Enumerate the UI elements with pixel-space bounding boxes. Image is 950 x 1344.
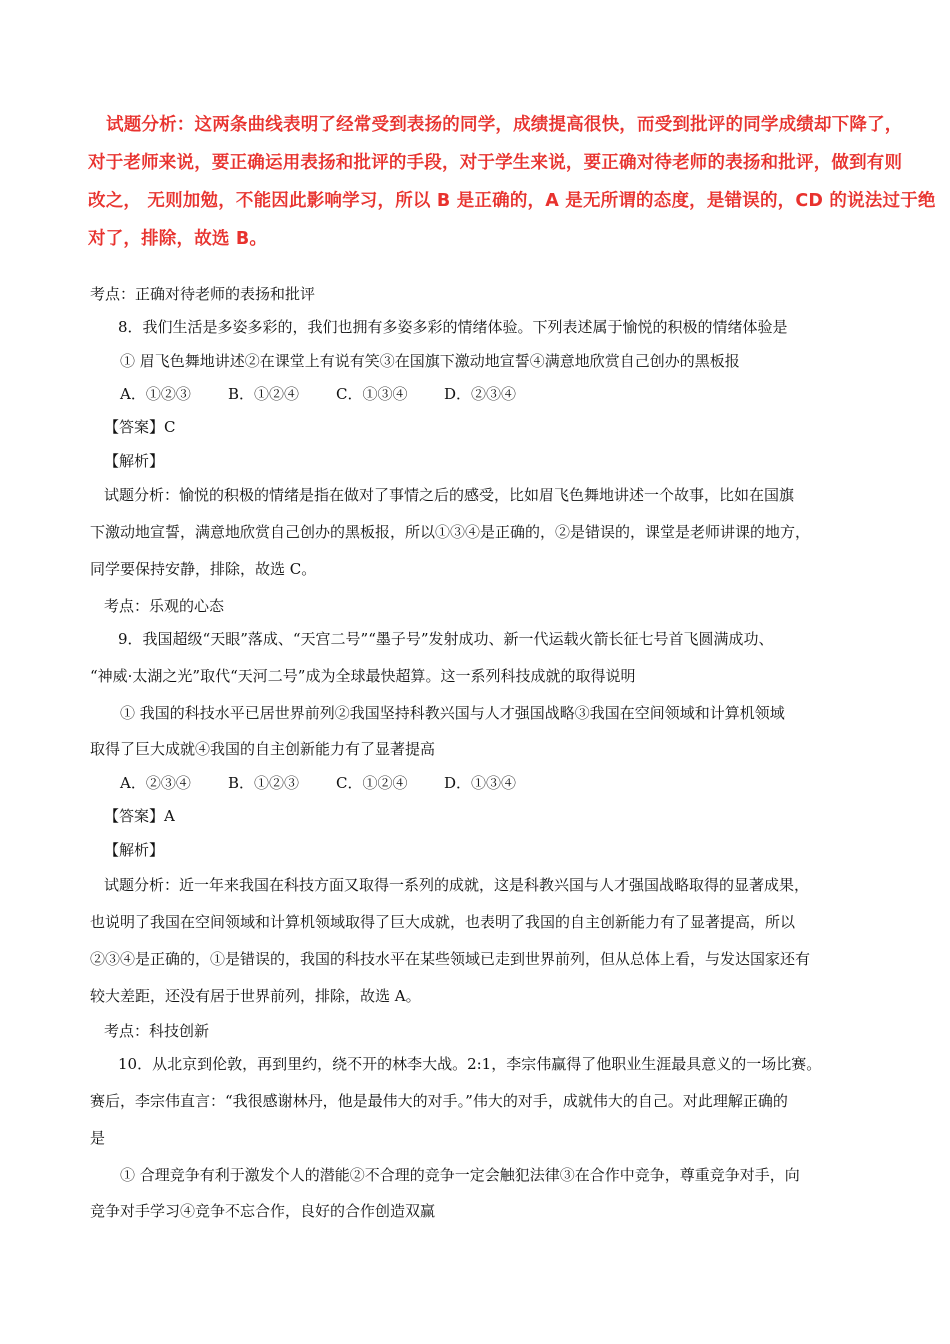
question-10-items: ① 合理竞争有利于激发个人的潜能②不合理的竞争一定会触犯法律③在合作中竞争，尊重竞争对手，向 bbox=[120, 1166, 800, 1184]
answer-label: 【答案】C bbox=[104, 418, 176, 436]
q8-analysis-line: 试题分析：愉悦的积极的情绪是指在做对了事情之后的感受，比如眉飞色舞地讲述一个故事，比如在国旗 bbox=[104, 486, 795, 504]
kaodian-label: 考点：乐观的心态 bbox=[104, 597, 225, 615]
kaodian-label: 考点：正确对待老师的表扬和批评 bbox=[90, 285, 316, 303]
q9-analysis-line: 较大差距，还没有居于世界前列，排除，故选 A。 bbox=[90, 987, 421, 1005]
option-a: A．②③④ bbox=[120, 774, 191, 792]
analysis-line: 对了，排除，故选 B。 bbox=[88, 229, 268, 249]
answer-label: 【答案】A bbox=[104, 807, 175, 825]
question-10-stem: 10．从北京到伦敦，再到里约，绕不开的林李大战。2:1，李宗伟赢得了他职业生涯最具意义的一场比赛。 bbox=[118, 1055, 822, 1073]
question-9-items: ① 我国的科技水平已居世界前列②我国坚持科教兴国与人才强国战略③我国在空间领域和计算机领域 bbox=[120, 704, 785, 722]
q8-analysis-line: 同学要保持安静，排除，故选 C。 bbox=[90, 560, 317, 578]
q8-analysis-line: 下激动地宣誓，满意地欣赏自己创办的黑板报，所以①③④是正确的，②是错误的，课堂是老师讲课的地方， bbox=[90, 523, 811, 541]
question-8-items: ① 眉飞色舞地讲述②在课堂上有说有笑③在国旗下激动地宣誓④满意地欣赏自己创办的黑板报 bbox=[120, 352, 740, 370]
option-b: B．①②④ bbox=[228, 385, 300, 403]
question-9-stem: “神威·太湖之光”取代“天河二号”成为全球最快超算。这一系列科技成就的取得说明 bbox=[90, 667, 636, 685]
analysis-line: 试题分析：这两条曲线表明了经常受到表扬的同学，成绩提高很快，而受到批评的同学成绩却下降了， bbox=[106, 115, 903, 135]
question-10-stem: 赛后，李宗伟直言：“我很感谢林丹，他是最伟大的对手。”伟大的对手，成就伟大的自己。对此理解正确的 bbox=[90, 1092, 788, 1110]
q9-analysis-line: 也说明了我国在空间领域和计算机领域取得了巨大成就，也表明了我国的自主创新能力有了显著提高，所以 bbox=[90, 913, 796, 931]
option-c: C．①②④ bbox=[336, 774, 408, 792]
q9-analysis-line: ②③④是正确的，①是错误的，我国的科技水平在某些领域已走到世界前列，但从总体上看，与发达国家还有 bbox=[90, 950, 811, 968]
q9-analysis-line: 试题分析：近一年来我国在科技方面又取得一系列的成就，这是科教兴国与人才强国战略取得的显著成果， bbox=[104, 876, 810, 894]
question-8-options bbox=[120, 383, 516, 404]
option-d: D．②③④ bbox=[444, 385, 517, 403]
question-9-options bbox=[120, 772, 516, 793]
question-9-stem: 9．我国超级“天眼”落成、“天宫二号”“墨子号”发射成功、新一代运载火箭长征七号首飞圆满成功、 bbox=[118, 630, 774, 648]
option-c: C．①③④ bbox=[336, 385, 408, 403]
question-10-items: 竞争对手学习④竞争不忘合作，良好的合作创造双赢 bbox=[90, 1202, 436, 1220]
analysis-line: 改之， 无则加勉，不能因此影响学习，所以 B 是正确的，A 是无所谓的态度，是错误的，CD 的说法过于绝 bbox=[88, 191, 936, 211]
kaodian-label: 考点：科技创新 bbox=[104, 1022, 210, 1040]
question-10-stem: 是 bbox=[90, 1129, 106, 1147]
jiexi-label: 【解析】 bbox=[104, 452, 165, 470]
option-a: A．①②③ bbox=[120, 385, 191, 403]
analysis-line: 对于老师来说，要正确运用表扬和批评的手段，对于学生来说，要正确对待老师的表扬和批评，做到有则 bbox=[88, 153, 903, 173]
top-analysis-paragraph bbox=[88, 106, 936, 258]
jiexi-label: 【解析】 bbox=[104, 841, 165, 859]
option-b: B．①②③ bbox=[228, 774, 300, 792]
option-d: D．①③④ bbox=[444, 774, 517, 792]
question-8-stem: 8．我们生活是多姿多彩的，我们也拥有多姿多彩的情绪体验。下列表述属于愉悦的积极的情绪体验是 bbox=[118, 318, 788, 336]
question-9-items: 取得了巨大成就④我国的自主创新能力有了显著提高 bbox=[90, 740, 436, 758]
